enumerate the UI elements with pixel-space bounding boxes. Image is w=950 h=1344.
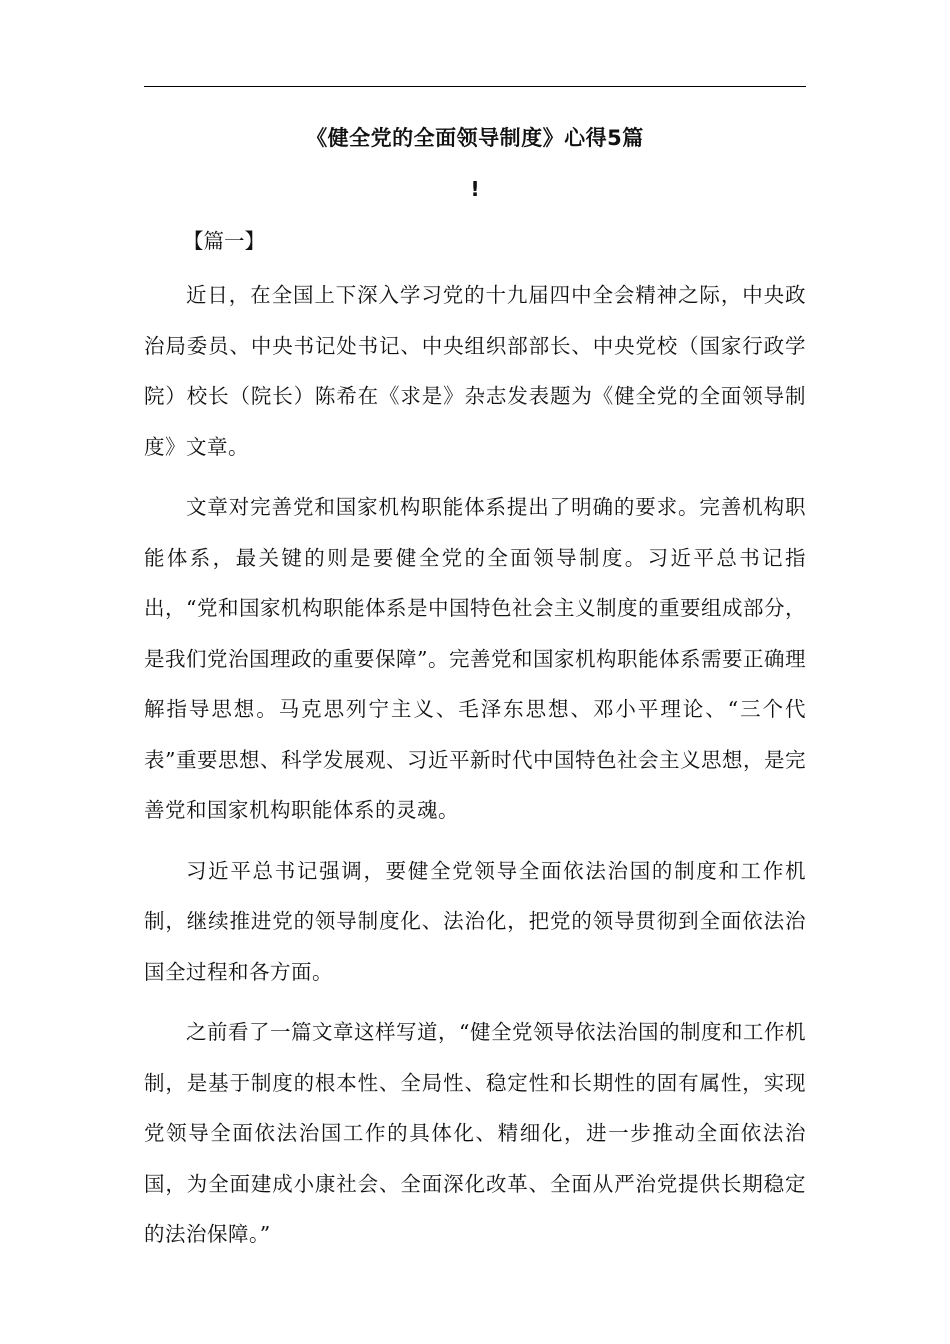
document-body bbox=[144, 270, 806, 1270]
paragraph-4: 之前看了一篇文章这样写道，“健全党领导依法治国的制度和工作机制，是基于制度的根本性、全局性、稳定性和长期性的固有属性，实现党领导全面依法治国工作的具体化、精细化，进一步推动全面依法治国，为全面建成小康社会、全面深化改革、全面从严治党提供长期稳定的法治保障。” bbox=[144, 1020, 806, 1246]
header-rule bbox=[144, 86, 806, 87]
paragraph-2: 文章对完善党和国家机构职能体系提出了明确的要求。完善机构职能体系，最关键的则是要健全党的全面领导制度。习近平总书记指出，“党和国家机构职能体系是中国特色社会主义制度的重要组成部分，是我们党治国理政的重要保障”。完善党和国家机构职能体系需要正确理解指导思想。马克思列宁主义、毛泽东思想、邓小平理论、“三个代表”重要思想、科学发展观、习近平新时代中国特色社会主义思想，是完善党和国家机构职能体系的灵魂。 bbox=[144, 495, 806, 822]
title-exclamation-mark: ! bbox=[470, 177, 480, 201]
paragraph-1: 近日，在全国上下深入学习党的十九届四中全会精神之际，中央政治局委员、中央书记处书记、中央组织部部长、中央党校（国家行政学院）校长（院长）陈希在《求是》杂志发表题为《健全党的全面领导制度》文章。 bbox=[144, 283, 806, 459]
section-label: 【篇一】 bbox=[183, 229, 265, 253]
document-title: 《健全党的全面领导制度》心得5篇 bbox=[306, 126, 644, 150]
paragraph-3: 习近平总书记强调，要健全党领导全面依法治国的制度和工作机制，继续推进党的领导制度化、法治化，把党的领导贯彻到全面依法治国全过程和各方面。 bbox=[144, 858, 806, 984]
